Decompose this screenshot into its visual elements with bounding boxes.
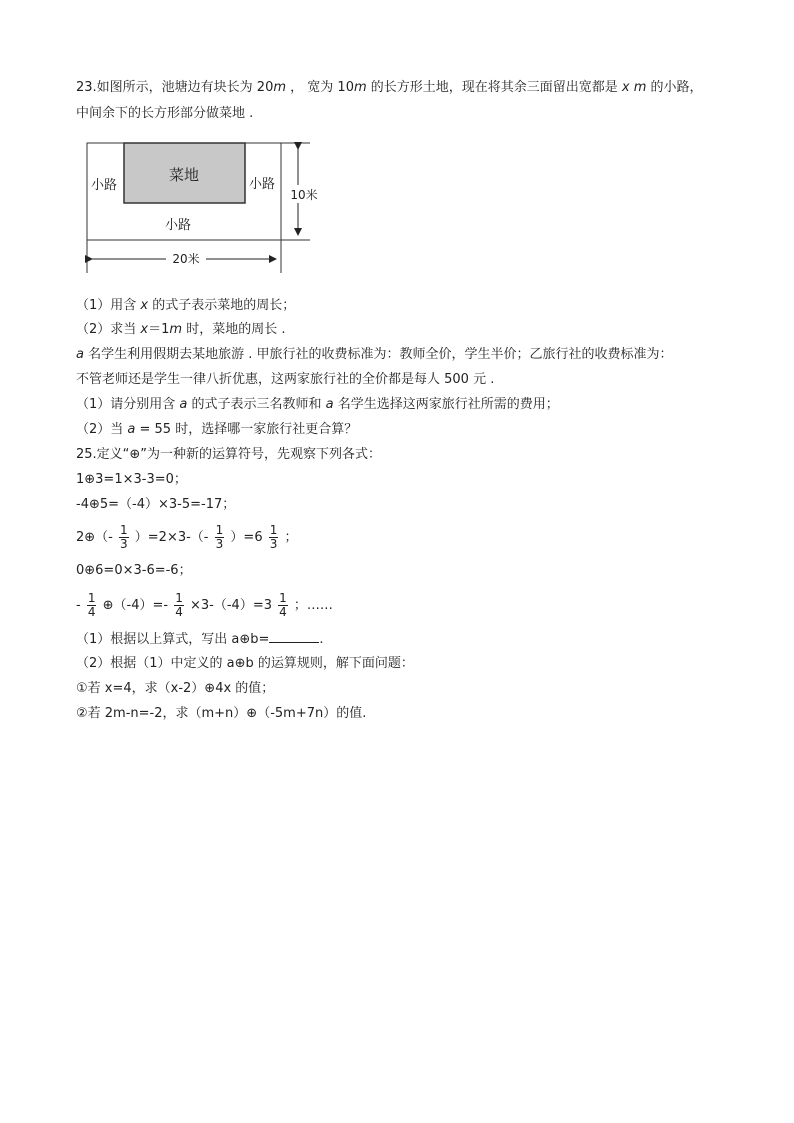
q23-figure bbox=[70, 135, 330, 280]
path-right-label: 小路 bbox=[248, 177, 276, 192]
fraction-one-third: $\frac{1}{3}$ bbox=[269, 523, 278, 551]
q24-part2: （2）当 a = 55 时，选择哪一家旅行社更合算？ bbox=[76, 422, 358, 437]
fraction-one-quarter: $\frac{1}{4}$ bbox=[279, 591, 287, 619]
q25-eq4: 0⊕6=0×3-6=-6； bbox=[76, 563, 192, 578]
q23-part2: （2）求当 x＝1m 时，菜地的周长 . bbox=[76, 322, 286, 337]
q23-intro-line2: 中间余下的长方形部分做菜地 . bbox=[76, 106, 254, 121]
q24-line1: a 名学生利用假期去某地旅游 . 甲旅行社的收费标准为：教师全价，学生半价；乙旅行社的收费标准为： bbox=[76, 347, 673, 362]
path-left-label: 小路 bbox=[90, 178, 118, 193]
height-label: 10米 bbox=[290, 188, 318, 202]
q25-sub1: ①若 x=4，求（x-2）⊕4x 的值； bbox=[76, 681, 275, 696]
q23-intro: 23.如图所示，池塘边有块长为 20m ， 宽为 10m 的长方形土地，现在将其余三面留出宽都是 x m 的小路， bbox=[76, 80, 703, 95]
answer-blank[interactable] bbox=[269, 630, 319, 643]
q25-title: 25.定义“⊕”为一种新的运算符号，先观察下列各式： bbox=[76, 447, 382, 462]
q25-part2: （2）根据（1）中定义的 a⊕b 的运算规则，解下面问题： bbox=[76, 656, 414, 671]
q25-eq3: 2⊕（- $\frac{1}{3}$ ）=2×3-（- $\frac{1}{3}$ ）=6 $\frac{1}{3}$ ； bbox=[76, 523, 298, 551]
fraction-one-quarter: $\frac{1}{4}$ bbox=[87, 591, 96, 619]
path-bottom-label: 小路 bbox=[164, 218, 192, 233]
q25-eq5: - $\frac{1}{4}$ ⊕（-4）=- $\frac{1}{4}$ ×3-（-4）=3 $\frac{1}{4}$ ；…… bbox=[76, 591, 333, 619]
q25-part1: （1）根据以上算式，写出 a⊕b= . bbox=[76, 632, 324, 647]
fraction-one-quarter: $\frac{1}{4}$ bbox=[175, 591, 183, 619]
q25-eq2: -4⊕5=（-4）×3-5=-17； bbox=[76, 497, 236, 512]
q23-part1: （1）用含 x 的式子表示菜地的周长； bbox=[76, 298, 296, 313]
q24-line2: 不管老师还是学生一律八折优惠，这两家旅行社的全价都是每人 500 元 . bbox=[76, 372, 495, 387]
q24-part1: （1）请分别用含 a 的式子表示三名教师和 a 名学生选择这两家旅行社所需的费用； bbox=[76, 397, 559, 412]
width-label: 20米 bbox=[172, 252, 200, 266]
vegetable-label: 菜地 bbox=[168, 166, 200, 184]
q25-eq1: 1⊕3=1×3-3=0； bbox=[76, 472, 187, 487]
q25-sub2: ②若 2m-n=-2，求（m+n）⊕（-5m+7n）的值. bbox=[76, 706, 367, 721]
fraction-one-third: $\frac{1}{3}$ bbox=[215, 523, 224, 551]
fraction-one-third: $\frac{1}{3}$ bbox=[120, 523, 128, 551]
